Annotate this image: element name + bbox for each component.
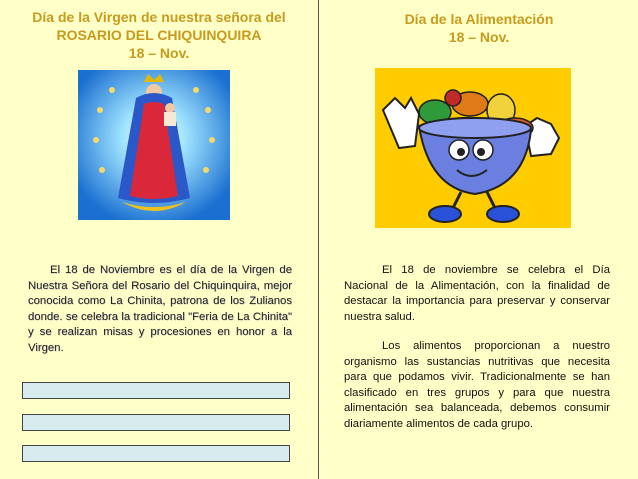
- left-title-line-1: Día de la Virgen de nuestra señora del: [32, 9, 286, 25]
- left-paragraph: El 18 de Noviembre es el día de la Virgen de Nuestra Señora del Rosario del Chiquinquira, mejor conocida como La Chinita, patrona de los Zulianos donde. se celebra la tradicional "Feria de La Chinita" y se realizan misas y procesiones en honor a la Virgen.: [28, 264, 292, 354]
- left-title-line-2: ROSARIO DEL CHIQUINQUIRA: [56, 27, 262, 43]
- left-page: [0, 0, 318, 479]
- food-bowl-mascot-image: [375, 68, 571, 228]
- left-title: [0, 8, 318, 62]
- answer-field-2[interactable]: [22, 414, 290, 431]
- page-divider: [318, 0, 319, 479]
- right-title: [320, 10, 638, 46]
- left-title-line-3: 18 – Nov.: [128, 45, 190, 61]
- right-paragraph-2: Los alimentos proporcionan a nuestro organismo las sustancias nutritivas que necesita para que podamos vivir. Tradicionalmente se han clasificado en tres grupos y para que nuestra alimentación sea balanceada, debemos consumir diariamente alimentos de cada grupo.: [344, 340, 610, 430]
- virgin-image: [78, 70, 230, 220]
- answer-field-1[interactable]: [22, 382, 290, 399]
- right-title-line-2: 18 – Nov.: [448, 29, 510, 45]
- answer-field-3[interactable]: [22, 445, 290, 462]
- right-paragraph-1: El 18 de noviembre se celebra el Día Nacional de la Alimentación, con la finalidad de destacar la importancia para preservar y conservar nuestra salud.: [344, 264, 610, 323]
- right-title-line-1: Día de la Alimentación: [404, 11, 554, 27]
- left-paragraph-block: [28, 263, 292, 356]
- right-paragraph-block: [344, 263, 610, 432]
